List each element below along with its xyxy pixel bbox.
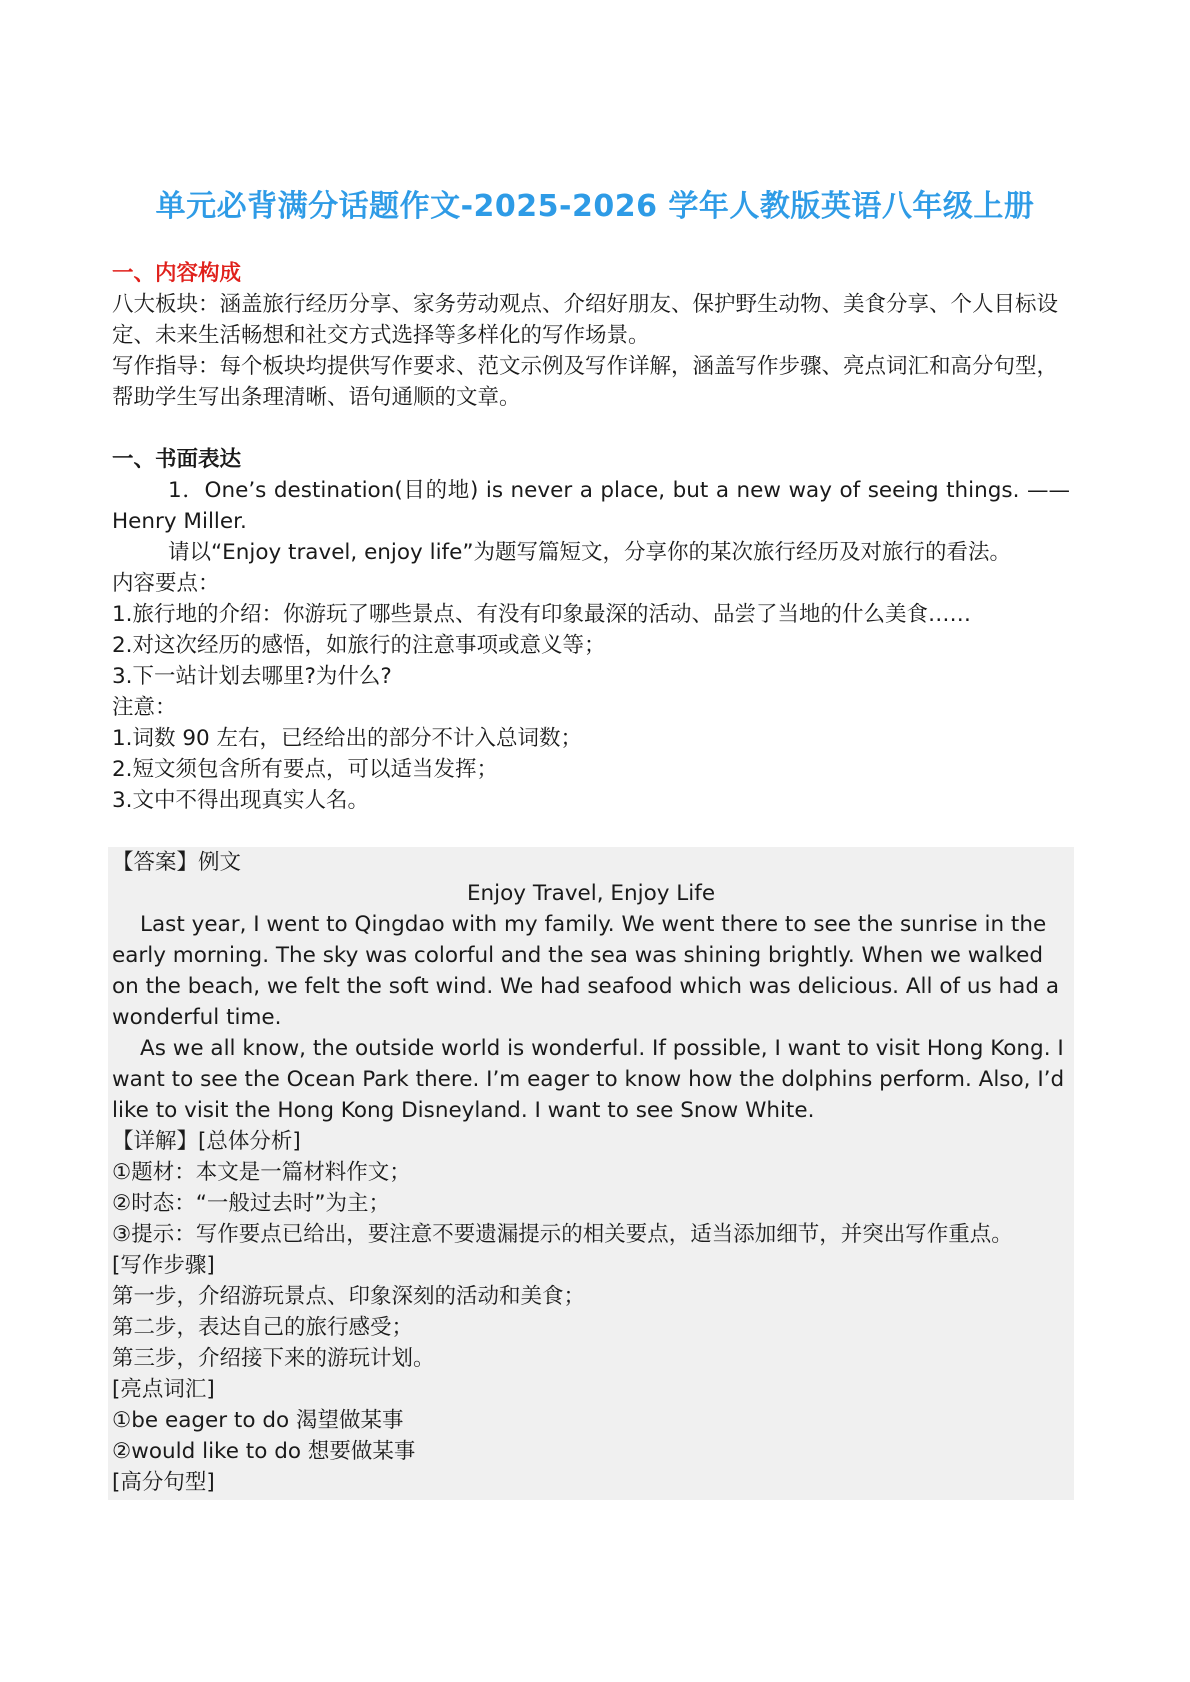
notes-label: 注意： — [112, 695, 177, 720]
sentences-label: [高分句型] — [112, 1470, 215, 1495]
question-prompt: 请以“Enjoy travel, enjoy life”为题写篇短文，分享你的某次旅行经历及对旅行的看法。 — [168, 540, 1011, 565]
step-item: 第二步，表达自己的旅行感受； — [112, 1315, 414, 1340]
step-item: 第三步，介绍接下来的游玩计划。 — [112, 1346, 435, 1371]
question-quote: 1．One’s destination(目的地) is never a place, but a new way of seeing things. ——Henry Miller. — [112, 478, 1070, 534]
detail-label: 【详解】[总体分析] — [112, 1129, 301, 1154]
answer-label: 【答案】例文 — [112, 850, 242, 875]
vocab-label: [亮点词汇] — [112, 1377, 215, 1402]
points-label: 内容要点： — [112, 571, 220, 596]
vocab-item: ②would like to do 想要做某事 — [112, 1439, 416, 1464]
note-item: 2.短文须包含所有要点，可以适当发挥； — [112, 757, 499, 782]
paragraph-guidance: 写作指导：每个板块均提供写作要求、范文示例及写作详解，涵盖写作步骤、亮点词汇和高分句型，帮助学生写出条理清晰、语句通顺的文章。 — [112, 354, 1059, 410]
step-item: 第一步，介绍游玩景点、印象深刻的活动和美食； — [112, 1284, 586, 1309]
essay-title: Enjoy Travel, Enjoy Life — [466, 881, 716, 906]
essay-paragraph-1: Last year, I went to Qingdao with my family. We went there to see the sunrise in the early morning. The sky was colorful and the sea was shining brightly. When we walked on the beach, we felt the soft wind. We had seafood which was delicious. All of us had a wonderful time. — [112, 912, 1060, 1030]
vocab-item: ①be eager to do 渴望做某事 — [112, 1408, 404, 1433]
section-heading-writing: 一、书面表达 — [112, 447, 242, 472]
page-title: 单元必背满分话题作文-2025-2026 学年人教版英语八年级上册 — [155, 189, 1035, 224]
analysis-item: ①题材：本文是一篇材料作文； — [112, 1160, 411, 1185]
essay-paragraph-2: As we all know, the outside world is wonderful. If possible, I want to visit Hong Kong. I want to see the Ocean Park there. I’m eager to know how the dolphins perform. Also, I’d like to visit the Hong Kong Disneyland. I want to see Snow White. — [112, 1036, 1065, 1123]
document-body — [112, 258, 1070, 1500]
analysis-item: ③提示：写作要点已给出，要注意不要遗漏提示的相关要点，适当添加细节，并突出写作重点。 — [112, 1222, 1013, 1247]
paragraph-modules: 八大板块：涵盖旅行经历分享、家务劳动观点、介绍好朋友、保护野生动物、美食分享、个人目标设定、未来生活畅想和社交方式选择等多样化的写作场景。 — [112, 292, 1059, 348]
point-item: 3.下一站计划去哪里?为什么? — [112, 664, 392, 689]
note-item: 3.文中不得出现真实人名。 — [112, 788, 370, 813]
steps-label: [写作步骤] — [112, 1253, 215, 1278]
point-item: 2.对这次经历的感悟，如旅行的注意事项或意义等； — [112, 633, 606, 658]
note-item: 1.词数 90 左右，已经给出的部分不计入总词数； — [112, 726, 583, 751]
analysis-item: ②时态：“一般过去时”为主； — [112, 1191, 391, 1216]
point-item: 1.旅行地的介绍：你游玩了哪些景点、有没有印象最深的活动、品尝了当地的什么美食…… — [112, 602, 972, 627]
answer-box — [108, 847, 1074, 1500]
section-heading-content: 一、内容构成 — [112, 261, 242, 286]
